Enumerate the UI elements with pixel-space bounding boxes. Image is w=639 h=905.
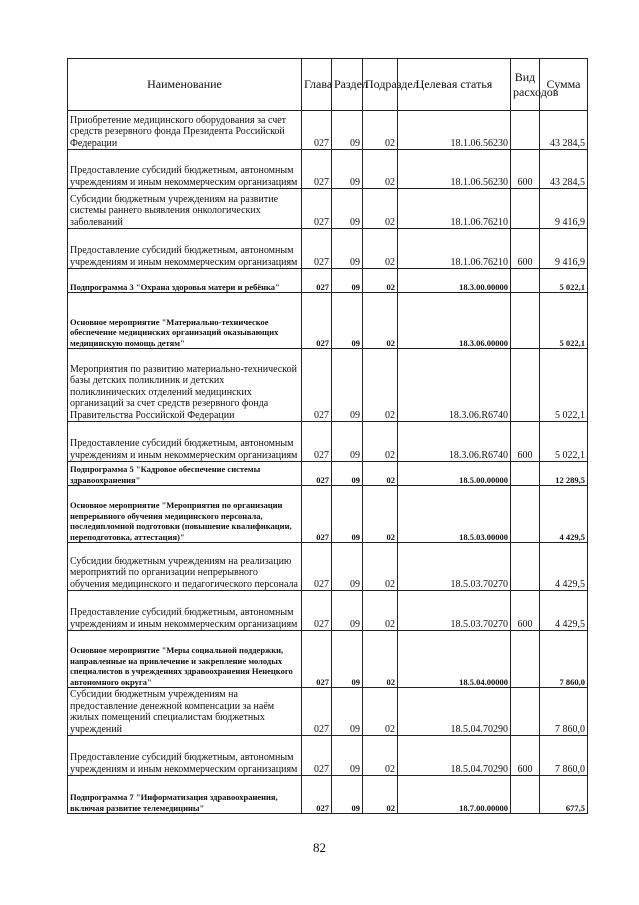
row-expense-type [511, 486, 540, 543]
row-expense-type [511, 688, 540, 736]
table-header-row [68, 59, 588, 111]
row-sum: 9 416,9 [540, 229, 588, 269]
row-name: Субсидии бюджетным учреждениям на реализацию мероприятий по организации непрерывного обучения медицинского и педагогического персонала [68, 543, 302, 591]
row-chapter: 027 [302, 462, 332, 486]
row-name: Предоставление субсидий бюджетным, автономным учреждениям и иным некоммерческим организациям [68, 422, 302, 462]
page-number: 82 [313, 840, 326, 855]
row-chapter: 027 [302, 150, 332, 189]
row-section: 09 [332, 150, 363, 189]
row-section: 09 [332, 229, 363, 269]
row-name: Основное мероприятие "Мероприятия по организации непрерывного обучения медицинского персонала, последипломной подготовки (повышение квалификации, переподготовка, аттестация)" [68, 486, 302, 543]
row-target: 18.3.00.00000 [398, 269, 511, 293]
row-target: 18.5.03.00000 [398, 486, 511, 543]
row-expense-type [511, 293, 540, 349]
row-subsection: 02 [363, 189, 398, 229]
row-name: Подпрограмма 3 "Охрана здоровья матери и ребёнка" [68, 269, 302, 293]
row-sum: 43 284,5 [540, 150, 588, 189]
table-row [68, 631, 588, 688]
table-row [68, 189, 588, 229]
row-target: 18.5.04.00000 [398, 631, 511, 688]
table-row [68, 543, 588, 591]
row-target: 18.5.00.00000 [398, 462, 511, 486]
row-target: 18.3.06.R6740 [398, 422, 511, 462]
row-target: 18.5.03.70270 [398, 543, 511, 591]
header-subsection: Подраздел [363, 59, 398, 111]
row-section: 09 [332, 486, 363, 543]
row-section: 09 [332, 688, 363, 736]
row-target: 18.1.06.56230 [398, 150, 511, 189]
row-subsection: 02 [363, 293, 398, 349]
table-row [68, 462, 588, 486]
row-name: Подпрограмма 7 "Информатизация здравоохранения, включая развитие телемедицины" [68, 776, 302, 814]
row-sum: 5 022,1 [540, 293, 588, 349]
row-name: Мероприятия по развитию материально-технической базы детских поликлиник и детских поликлинических отделений медицинских организаций за счет средств резервного фонда Правительства Российской Федерации [68, 349, 302, 422]
row-expense-type [511, 189, 540, 229]
row-subsection: 02 [363, 349, 398, 422]
row-sum: 7 860,0 [540, 736, 588, 776]
table-row [68, 736, 588, 776]
row-expense-type: 600 [511, 736, 540, 776]
row-name: Основное мероприятие "Материально-техническое обеспечение медицинских организаций оказывающих медицинскую помощь детям" [68, 293, 302, 349]
row-section: 09 [332, 293, 363, 349]
row-subsection: 02 [363, 150, 398, 189]
row-section: 09 [332, 349, 363, 422]
row-expense-type [511, 269, 540, 293]
row-name: Предоставление субсидий бюджетным, автономным учреждениям и иным некоммерческим организациям [68, 591, 302, 631]
table-row [68, 269, 588, 293]
row-section: 09 [332, 462, 363, 486]
row-chapter: 027 [302, 486, 332, 543]
row-sum: 7 860,0 [540, 688, 588, 736]
row-chapter: 027 [302, 776, 332, 814]
row-chapter: 027 [302, 422, 332, 462]
row-sum: 9 416,9 [540, 189, 588, 229]
row-subsection: 02 [363, 422, 398, 462]
row-chapter: 027 [302, 349, 332, 422]
row-expense-type: 600 [511, 422, 540, 462]
row-chapter: 027 [302, 736, 332, 776]
row-sum: 4 429,5 [540, 591, 588, 631]
row-name: Субсидии бюджетным учреждениям на предоставление денежной компенсации за наём жилых помещений специалистам бюджетных учреждений [68, 688, 302, 736]
row-section: 09 [332, 776, 363, 814]
row-expense-type [511, 111, 540, 150]
row-chapter: 027 [302, 591, 332, 631]
row-subsection: 02 [363, 229, 398, 269]
row-expense-type [511, 543, 540, 591]
header-expense-type: Вид расходов [511, 59, 540, 111]
row-target: 18.1.06.76210 [398, 189, 511, 229]
header-target: Целевая статья [398, 59, 511, 111]
row-sum: 7 860,0 [540, 631, 588, 688]
row-subsection: 02 [363, 111, 398, 150]
header-chapter: Глава [302, 59, 332, 111]
row-section: 09 [332, 189, 363, 229]
row-target: 18.1.06.76210 [398, 229, 511, 269]
header-name: Наименование [68, 59, 302, 111]
row-name: Предоставление субсидий бюджетным, автономным учреждениям и иным некоммерческим организациям [68, 229, 302, 269]
row-expense-type [511, 631, 540, 688]
row-expense-type: 600 [511, 229, 540, 269]
row-expense-type: 600 [511, 150, 540, 189]
row-chapter: 027 [302, 543, 332, 591]
table-row [68, 688, 588, 736]
table-row [68, 422, 588, 462]
row-chapter: 027 [302, 269, 332, 293]
row-sum: 5 022,1 [540, 422, 588, 462]
row-name: Подпрограмма 5 "Кадровое обеспечение системы здравоохранения" [68, 462, 302, 486]
row-section: 09 [332, 111, 363, 150]
row-name: Предоставление субсидий бюджетным, автономным учреждениям и иным некоммерческим организациям [68, 736, 302, 776]
row-name: Субсидии бюджетным учреждениям на развитие системы раннего выявления онкологических заболеваний [68, 189, 302, 229]
row-name: Предоставление субсидий бюджетным, автономным учреждениям и иным некоммерческим организациям [68, 150, 302, 189]
row-section: 09 [332, 422, 363, 462]
row-name: Приобретение медицинского оборудования за счет средств резервного фонда Президента Российской Федерации [68, 111, 302, 150]
row-expense-type [511, 349, 540, 422]
row-target: 18.5.04.70290 [398, 688, 511, 736]
row-expense-type [511, 462, 540, 486]
row-subsection: 02 [363, 776, 398, 814]
budget-table [67, 58, 588, 814]
row-sum: 43 284,5 [540, 111, 588, 150]
row-target: 18.3.06.R6740 [398, 349, 511, 422]
row-target: 18.5.03.70270 [398, 591, 511, 631]
row-chapter: 027 [302, 229, 332, 269]
row-chapter: 027 [302, 189, 332, 229]
row-subsection: 02 [363, 543, 398, 591]
row-section: 09 [332, 631, 363, 688]
row-target: 18.1.06.56230 [398, 111, 511, 150]
row-chapter: 027 [302, 631, 332, 688]
row-expense-type: 600 [511, 591, 540, 631]
row-subsection: 02 [363, 688, 398, 736]
table-row [68, 486, 588, 543]
row-subsection: 02 [363, 486, 398, 543]
row-subsection: 02 [363, 631, 398, 688]
table-row [68, 591, 588, 631]
row-sum: 677,5 [540, 776, 588, 814]
row-expense-type [511, 776, 540, 814]
row-target: 18.5.04.70290 [398, 736, 511, 776]
table-row [68, 229, 588, 269]
row-chapter: 027 [302, 293, 332, 349]
row-subsection: 02 [363, 736, 398, 776]
row-sum: 5 022,1 [540, 269, 588, 293]
table-row [68, 349, 588, 422]
row-section: 09 [332, 269, 363, 293]
table-row [68, 293, 588, 349]
row-sum: 12 289,5 [540, 462, 588, 486]
table-row [68, 111, 588, 150]
row-target: 18.7.00.00000 [398, 776, 511, 814]
row-sum: 4 429,5 [540, 486, 588, 543]
row-subsection: 02 [363, 462, 398, 486]
row-section: 09 [332, 591, 363, 631]
header-section: Раздел [332, 59, 363, 111]
row-target: 18.3.06.00000 [398, 293, 511, 349]
header-sum: Сумма [540, 59, 588, 111]
row-section: 09 [332, 736, 363, 776]
row-chapter: 027 [302, 111, 332, 150]
row-subsection: 02 [363, 269, 398, 293]
row-sum: 5 022,1 [540, 349, 588, 422]
table-row [68, 150, 588, 189]
table-row [68, 776, 588, 814]
row-chapter: 027 [302, 688, 332, 736]
row-subsection: 02 [363, 591, 398, 631]
row-name: Основное мероприятие "Меры социальной поддержки, направленные на привлечение и закрепление молодых специалистов в учреждениях здравоохранения Ненецкого автономного округа" [68, 631, 302, 688]
row-sum: 4 429,5 [540, 543, 588, 591]
row-section: 09 [332, 543, 363, 591]
